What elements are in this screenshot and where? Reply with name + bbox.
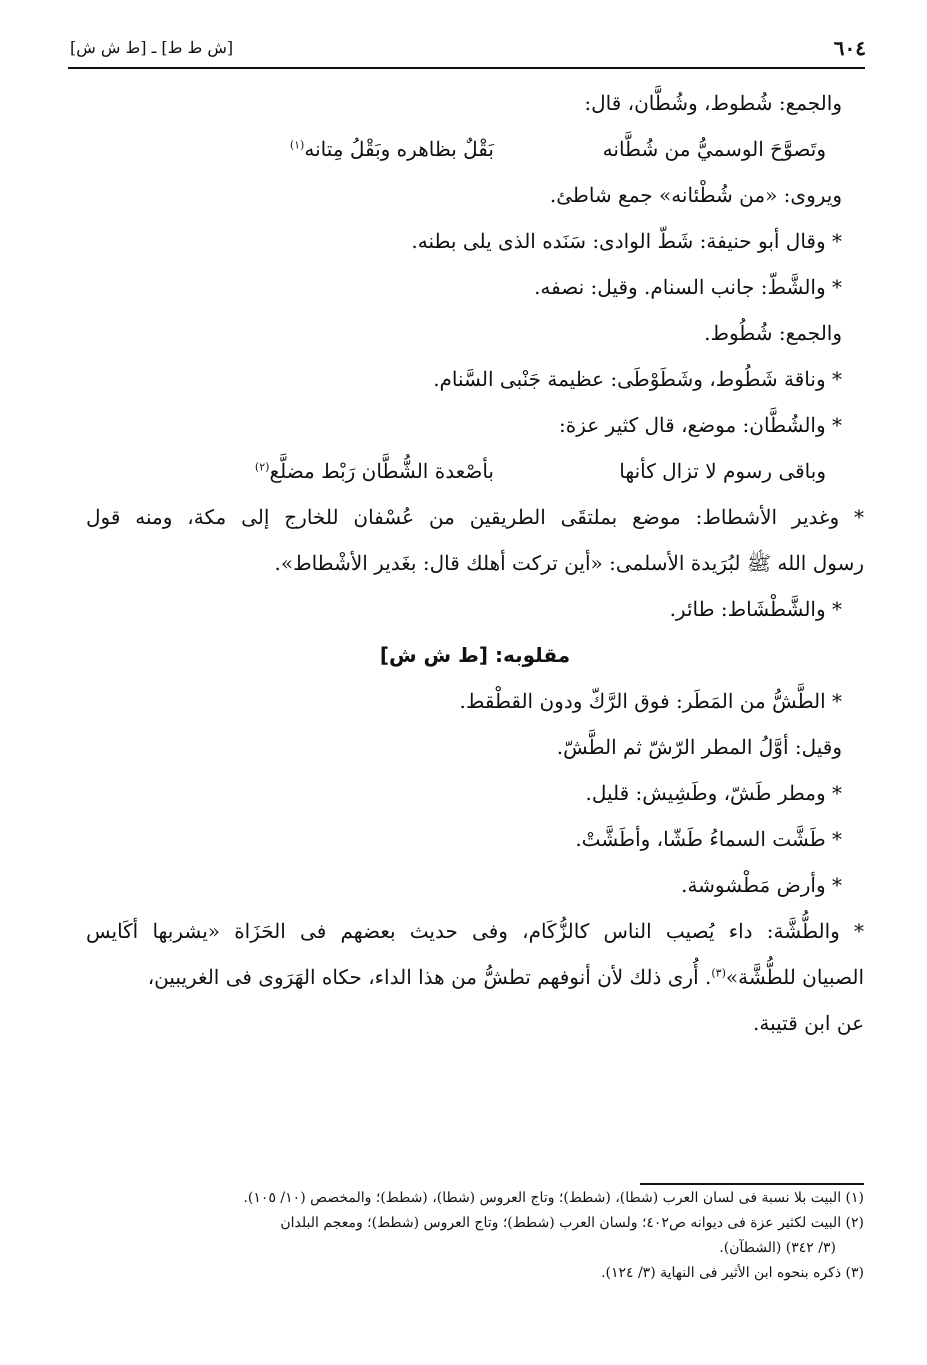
verse-hemistich-first: وباقى رسوم لا تزال كأنها — [619, 459, 826, 483]
text-line: والجمع: شُطوط، وشُطَّان، قال: — [584, 91, 842, 115]
text-line: عن ابن قتيبة. — [753, 1011, 864, 1035]
page-number: ٦٠٤ — [833, 36, 866, 60]
running-title: [ش ط ط] ـ [ط ش ش] — [70, 38, 234, 57]
footnote-line: (٣/ ٣٤٢) (الشطآن). — [719, 1240, 836, 1256]
entry-line: * والطُّشَّة: داء يُصيب الناس كالزُّكَام، وفى حديث بعضهم فى الحَزَاة «يشربها أكَايس — [86, 919, 864, 943]
footnote-rule — [640, 1183, 864, 1185]
entry-line: * الطَّشُّ من المَطَر: فوق الرَّكّ ودون القطْقط. — [459, 689, 842, 713]
footnote-line: (١) البيت بلا نسبة فى لسان العرب (شطا)، (شطط)؛ وتاج العروس (شطا)، (شطط)؛ والمخصص (١٠/ ١٠٥). — [243, 1190, 864, 1206]
verse-hemistich-text: بَقْلٌ بظاهره وبَقْلُ مِتانه — [304, 137, 494, 161]
footnote-marker: (٢) — [254, 460, 270, 474]
entry-line: * ومطر طَشّ، وطَشِيش: قليل. — [585, 781, 842, 805]
verse-line — [86, 126, 864, 172]
text-line: رسول الله ﷺ لبُرَيدة الأسلمى: «أين تركت أهلك قال: بغَدير الأشْطاط». — [274, 551, 864, 575]
text-segment: . أُرى ذلك لأن أنوفهم تطشُّ من هذا الداء، حكاه الهَرَوى فى الغريبين، — [147, 965, 712, 989]
verse-line — [86, 448, 864, 494]
entry-line: * والشَّطْشَاط: طائر. — [669, 597, 842, 621]
entry-text — [86, 80, 864, 1046]
header-rule — [68, 67, 865, 69]
entry-line: * والشَّطّ: جانب السنام. وقيل: نصفه. — [534, 275, 842, 299]
footnote-marker: (١) — [289, 138, 305, 152]
entry-line: * وأرض مَطْشوشة. — [681, 873, 842, 897]
text-segment: الصبيان للطُّشَّة» — [725, 965, 864, 989]
text-line: ويروى: «من شُطْئانه» جمع شاطئ. — [549, 183, 842, 207]
entry-line: * وناقة شَطُوط، وشَطَوْطَى: عظيمة جَنْبى السَّنام. — [433, 367, 842, 391]
footnote-line: (٢) البيت لكثير عزة فى ديوانه ص٤٠٢؛ ولسان العرب (شطط)؛ وتاج العروس (شطط)؛ ومعجم البلدان — [280, 1215, 864, 1231]
text-line: والجمع: شُطُوط. — [704, 321, 842, 345]
entry-line: * طَشَّت السماءُ طَشّا، وأطَشَّتْ. — [575, 827, 842, 851]
verse-hemistich-text: بأصْعدة الشُّطَّان رَبْط مضلَّع — [269, 459, 494, 483]
footnote-line: (٣) ذكره بنحوه ابن الأثير فى النهاية (٣/ ١٢٤). — [601, 1265, 864, 1281]
verse-hemistich-second — [164, 448, 494, 494]
footnotes — [68, 1186, 864, 1286]
verse-hemistich-second — [164, 126, 494, 172]
section-heading: مقلوبه: [ط ش ش] — [379, 643, 571, 667]
footnote-marker: (٣) — [711, 966, 726, 980]
verse-hemistich-first: وتَصوَّحَ الوسميُّ من شُطَّانه — [602, 137, 826, 161]
entry-line: * وغدير الأشطاط: موضع بملتقَى الطريقين من عُسْفان للخارج إلى مكة، ومنه قول — [86, 505, 864, 529]
text-line: وقيل: أوَّلُ المطر الرّشّ ثم الطَّشّ. — [556, 735, 842, 759]
entry-line: * والشُطَّان: موضع، قال كثير عزة: — [559, 413, 842, 437]
entry-line: * وقال أبو حنيفة: شَطّ الوادى: سَنَده الذى يلى بطنه. — [411, 229, 842, 253]
text-line — [86, 954, 864, 1000]
